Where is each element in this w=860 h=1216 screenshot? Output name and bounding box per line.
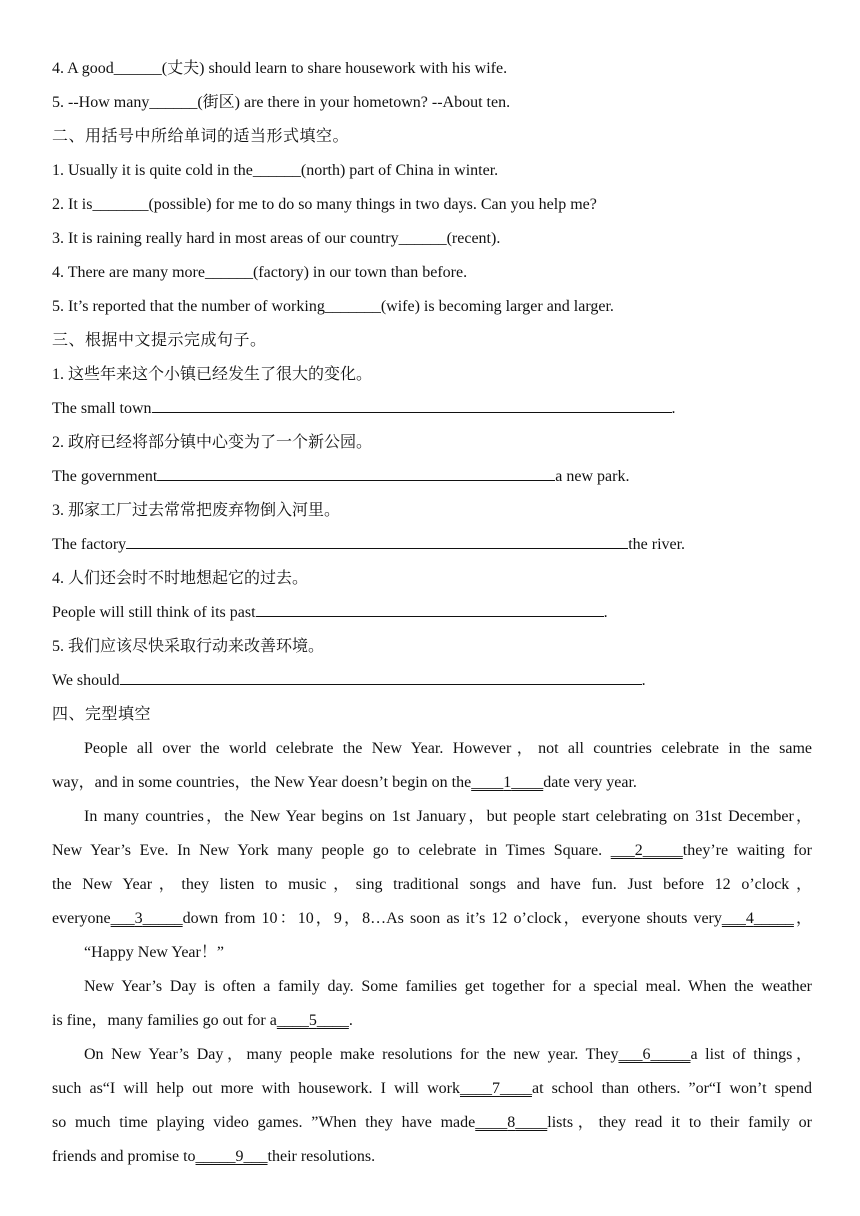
item-text: 4. There are many more: [52, 264, 205, 281]
item-text: (街区) are there in your hometown? --About ten.: [197, 94, 511, 111]
passage-line: [52, 766, 812, 800]
item-text: .: [603, 604, 608, 621]
blank-5[interactable]: ____5____: [276, 1012, 349, 1029]
passage-line: [52, 902, 812, 936]
item-text: (wife) is becoming larger and larger.: [380, 298, 614, 315]
section-2-item-3: [52, 222, 812, 256]
section-3-heading: 三、根据中文提示完成句子。: [52, 332, 267, 349]
answer-line[interactable]: [256, 602, 604, 617]
section-2-heading: 二、用括号中所给单词的适当形式填空。: [52, 128, 350, 145]
item-text: The factory: [52, 536, 127, 553]
item-text: The government: [52, 468, 158, 485]
blank-7[interactable]: ____7____: [459, 1080, 532, 1097]
passage-line: People all over the world celebrate the New Year. However，not all countries celebrate in the same: [84, 740, 813, 757]
blank-6[interactable]: ___6_____: [618, 1046, 691, 1063]
item-text: The small town: [52, 400, 152, 417]
passage-text: so much time playing video games. ”When they have made: [52, 1114, 476, 1131]
item-text: (recent).: [446, 230, 501, 247]
item-text: .: [641, 672, 646, 689]
passage-text: date very year.: [543, 774, 637, 791]
blank-9[interactable]: _____9___: [195, 1148, 268, 1165]
blank-1[interactable]: ____1____: [471, 774, 544, 791]
section-3-item-4: [52, 596, 812, 630]
item-text: We should: [52, 672, 120, 689]
item-text: 1. Usually it is quite cold in the: [52, 162, 253, 179]
passage-line: New Year’s Day is often a family day. Some families get together for a special meal. When the weather: [84, 978, 812, 995]
section-2-item-2: [52, 188, 812, 222]
item-text: the river.: [628, 536, 686, 553]
passage-text: lists，they read it to their family or: [547, 1114, 813, 1131]
blank-8[interactable]: ____8____: [475, 1114, 548, 1131]
passage-text: such as“I will help out more with housework. I will work: [52, 1080, 460, 1097]
answer-blank[interactable]: ______: [204, 264, 253, 281]
passage-text: at school than others. ”or“I won’t spend: [531, 1080, 812, 1097]
passage-line: In many countries，the New Year begins on 1st January，but people start celebrating on 31st December，: [84, 808, 812, 825]
answer-line[interactable]: [157, 466, 555, 481]
answer-line[interactable]: [152, 398, 672, 413]
passage-text: On New Year’s Day，many people make resolutions for the new year. They: [84, 1046, 619, 1063]
passage-line: [52, 1072, 812, 1106]
item-text: People will still think of its past: [52, 604, 256, 621]
section-3-item-5: [52, 664, 812, 698]
passage-text: .: [348, 1012, 353, 1029]
item-text: a new park.: [555, 468, 630, 485]
passage-text: everyone: [52, 910, 111, 927]
answer-blank[interactable]: _______: [92, 196, 149, 213]
passage-text: New Year’s Eve. In New York many people go to celebrate in Times Square.: [52, 842, 611, 859]
blank-4[interactable]: ___4_____: [721, 910, 794, 927]
section-3-item-3-chinese: 3. 那家工厂过去常常把废弃物倒入河里。: [52, 502, 341, 519]
blank-3[interactable]: ___3_____: [110, 910, 183, 927]
item-text: (north) part of China in winter.: [300, 162, 499, 179]
vocab-item-5: [52, 86, 812, 120]
passage-line: [84, 1038, 812, 1072]
item-text: (possible) for me to do so many things in two days. Can you help me?: [148, 196, 597, 213]
passage-text: a list of things，: [690, 1046, 812, 1063]
section-2-item-5: [52, 290, 812, 324]
passage-text: their resolutions.: [267, 1148, 376, 1165]
section-3-item-1: [52, 392, 812, 426]
vocab-item-4: [52, 52, 812, 86]
item-text: (factory) in our town than before.: [252, 264, 468, 281]
section-3-item-2: [52, 460, 812, 494]
section-3-item-5-chinese: 5. 我们应该尽快采取行动来改善环境。: [52, 638, 325, 655]
item-text: 5. It’s reported that the number of working: [52, 298, 325, 315]
answer-blank[interactable]: ______: [113, 60, 162, 77]
section-2-item-4: [52, 256, 812, 290]
item-text: 2. It is: [52, 196, 93, 213]
blank-2[interactable]: ___2_____: [610, 842, 683, 859]
section-3-item-3: [52, 528, 812, 562]
passage-text: ，: [793, 910, 812, 927]
item-text: 5. --How many: [52, 94, 150, 111]
passage-line: the New Year，they listen to music，sing traditional songs and have fun. Just before 12 o’clock，: [52, 876, 812, 893]
item-text: (丈夫) should learn to share housework with his wife.: [161, 60, 508, 77]
section-3-item-1-chinese: 1. 这些年来这个小镇已经发生了很大的变化。: [52, 366, 373, 383]
answer-line[interactable]: [126, 534, 628, 549]
answer-blank[interactable]: ______: [149, 94, 198, 111]
answer-blank[interactable]: _______: [324, 298, 381, 315]
passage-text: is fine，many families go out for a: [52, 1012, 277, 1029]
answer-blank[interactable]: ______: [252, 162, 301, 179]
passage-text: friends and promise to: [52, 1148, 196, 1165]
answer-blank[interactable]: ______: [398, 230, 447, 247]
passage-line: [52, 1004, 812, 1038]
section-3-item-2-chinese: 2. 政府已经将部分镇中心变为了一个新公园。: [52, 434, 373, 451]
item-text: 4. A good: [52, 60, 114, 77]
section-4-heading: 四、完型填空: [52, 706, 152, 723]
passage-line: “Happy New Year！”: [84, 944, 224, 961]
section-3-item-4-chinese: 4. 人们还会时不时地想起它的过去。: [52, 570, 309, 587]
passage-text: way，and in some countries，the New Year doesn’t begin on the: [52, 774, 472, 791]
passage-text: they’re waiting for: [682, 842, 812, 859]
section-2-item-1: [52, 154, 812, 188]
answer-line[interactable]: [120, 670, 642, 685]
passage-line: [52, 1140, 812, 1174]
item-text: .: [671, 400, 676, 417]
passage-line: [52, 1106, 812, 1140]
passage-text: down from 10：10，9，8…As soon as it’s 12 o’clock，everyone shouts very: [182, 910, 722, 927]
item-text: 3. It is raining really hard in most areas of our country: [52, 230, 399, 247]
passage-line: [52, 834, 812, 868]
